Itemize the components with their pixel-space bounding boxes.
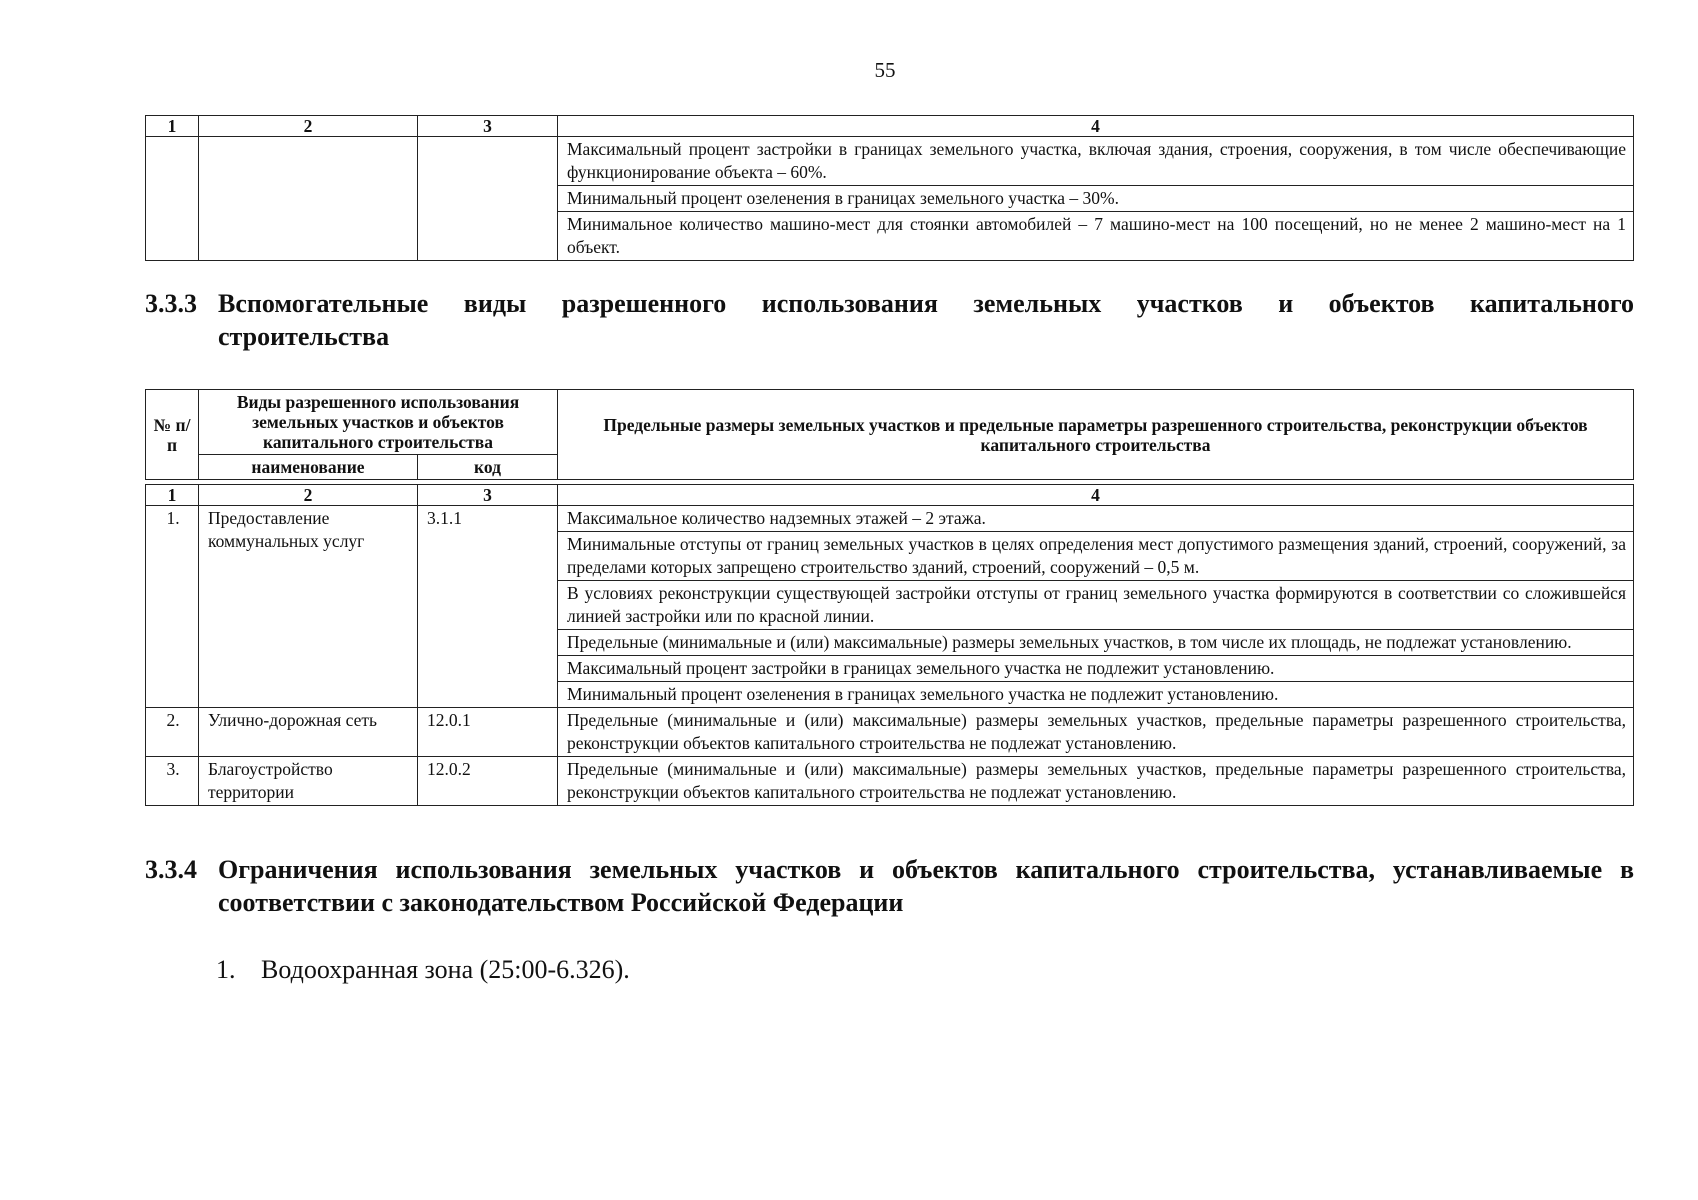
column-number: 4 <box>558 116 1634 137</box>
cell-code: 12.0.1 <box>418 708 558 757</box>
cell-name: Благоустройство территории <box>199 757 418 806</box>
table-row <box>146 757 1634 806</box>
cell-num: 2. <box>146 708 199 757</box>
param-cell: Предельные (минимальные и (или) максимальные) размеры земельных участков, предельные параметры разрешенного строительства, реконструкции объектов капитального строительства не подлежат установлению. <box>558 708 1634 757</box>
param-cell: Максимальное количество надземных этажей – 2 этажа. <box>558 506 1634 532</box>
column-number-row <box>146 116 1634 137</box>
table-row <box>146 708 1634 757</box>
section-number: 3.3.4 <box>145 855 197 884</box>
cell-name <box>199 137 418 261</box>
cell-name: Предоставление коммунальных услуг <box>199 506 418 708</box>
list-item-index: 1. <box>216 955 236 984</box>
column-number: 3 <box>418 485 558 506</box>
section-title: Вспомогательные виды разрешенного использования земельных участков и объектов капитального строительства <box>218 289 1634 351</box>
column-number: 1 <box>146 485 199 506</box>
section-number: 3.3.3 <box>145 289 197 318</box>
column-number: 1 <box>146 116 199 137</box>
list-item-text: Водоохранная зона (25:00-6.326). <box>261 955 630 984</box>
header-code: код <box>418 455 558 480</box>
param-cell: Максимальный процент застройки в границах земельного участка не подлежит установлению. <box>558 656 1634 682</box>
cell-num <box>146 137 199 261</box>
cell-code: 12.0.2 <box>418 757 558 806</box>
table-row <box>146 137 1634 186</box>
table-header-row <box>146 390 1634 455</box>
cell-code: 3.1.1 <box>418 506 558 708</box>
column-number: 2 <box>199 485 418 506</box>
column-number-row <box>146 485 1634 506</box>
param-cell: Минимальное количество машино-мест для стоянки автомобилей – 7 машино-мест на 100 посещений, но не менее 2 машино-мест на 1 объект. <box>558 212 1634 261</box>
param-cell: Минимальный процент озеленения в границах земельного участка – 30%. <box>558 186 1634 212</box>
table-continued <box>145 115 1634 261</box>
cell-code <box>418 137 558 261</box>
header-name: наименование <box>199 455 418 480</box>
header-limits: Предельные размеры земельных участков и предельные параметры разрешенного строительства, реконструкции объектов капитального строительства <box>558 390 1634 480</box>
param-cell: Минимальный процент озеленения в границах земельного участка не подлежит установлению. <box>558 682 1634 708</box>
param-cell: Предельные (минимальные и (или) максимальные) размеры земельных участков, предельные параметры разрешенного строительства, реконструкции объектов капитального строительства не подлежат установлению. <box>558 757 1634 806</box>
header-num: № п/п <box>146 390 199 480</box>
param-cell: Максимальный процент застройки в границах земельного участка, включая здания, строения, сооружения, в том числе обеспечивающие функционирование объекта – 60%. <box>558 137 1634 186</box>
section-title: Ограничения использования земельных участков и объектов капитального строительства, устанавливаемые в соответствии с законодательством Российской Федерации <box>218 855 1634 917</box>
cell-name: Улично-дорожная сеть <box>199 708 418 757</box>
section-heading-334 <box>145 853 1634 919</box>
list-item <box>216 955 630 985</box>
table-row <box>146 506 1634 532</box>
header-types: Виды разрешенного использования земельных участков и объектов капитального строительства <box>199 390 558 455</box>
table-auxiliary-uses <box>145 389 1634 806</box>
restrictions-list <box>216 955 630 985</box>
section-heading-333 <box>145 287 1634 353</box>
param-cell: Предельные (минимальные и (или) максимальные) размеры земельных участков, в том числе их площадь, не подлежат установлению. <box>558 630 1634 656</box>
cell-num: 3. <box>146 757 199 806</box>
column-number: 2 <box>199 116 418 137</box>
cell-num: 1. <box>146 506 199 708</box>
column-number: 3 <box>418 116 558 137</box>
param-cell: В условиях реконструкции существующей застройки отступы от границ земельного участка формируются в соответствии со сложившейся линией застройки или по красной линии. <box>558 581 1634 630</box>
param-cell: Минимальные отступы от границ земельных участков в целях определения мест допустимого размещения зданий, строений, сооружений, за пределами которых запрещено строительство зданий, строений, сооружений – 0,5 м. <box>558 532 1634 581</box>
page-number: 55 <box>874 58 896 82</box>
column-number: 4 <box>558 485 1634 506</box>
